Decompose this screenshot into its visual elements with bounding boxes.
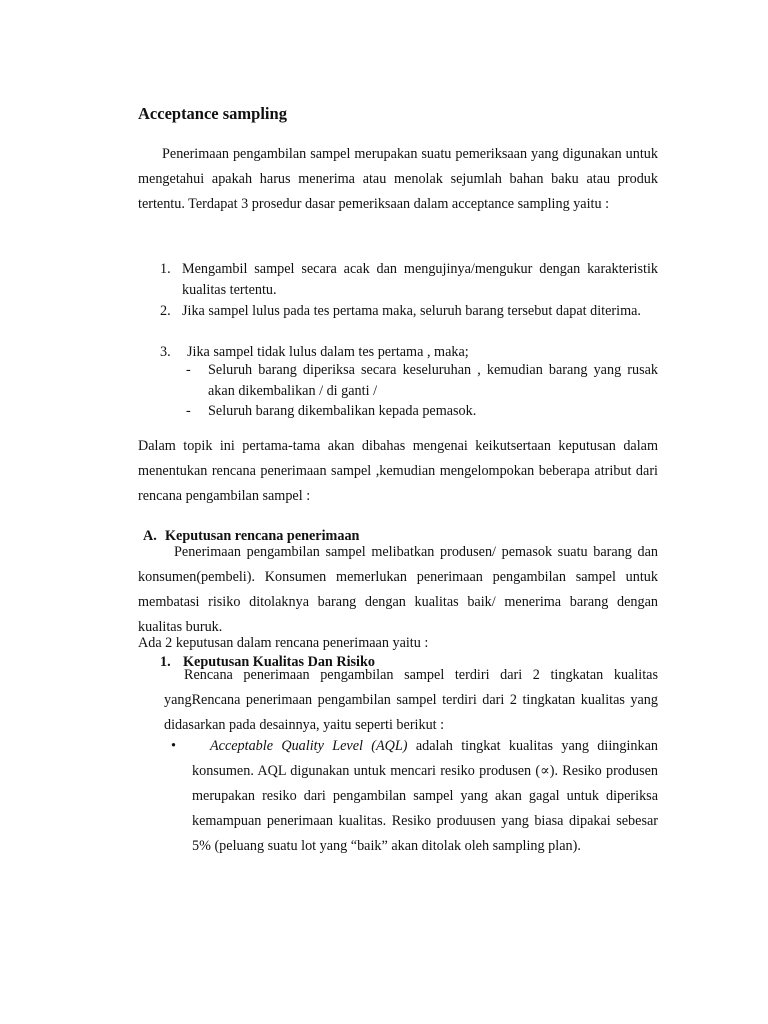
bullet-marker: • [171,738,176,754]
procedure-text: Jika sampel lulus pada tes pertama maka, seluruh barang tersebut dapat diterima. [182,303,641,319]
subsection-1-paragraph: Rencana penerimaan pengambilan sampel terdiri dari 2 tingkatan kualitas yangRencana penerimaan pengambilan sampel terdiri dari 2 tingkatan kualitas yang didasarkan pada desainnya, yaitu seperti berikut : [164,667,658,733]
topic-paragraph: Dalam topik ini pertama-tama akan dibahas mengenai keikutsertaan keputusan dalam menentukan rencana penerimaan sampel ,kemudian mengelompokan beberapa atribut dari rencana pengambilan sampel : [138,438,658,504]
aql-paragraph [192,734,658,859]
section-marker: A. [143,528,157,544]
sub-item-text: Seluruh barang dikembalikan kepada pemasok. [208,403,477,419]
document-title: Acceptance sampling [138,104,287,123]
intro-paragraph: Penerimaan pengambilan sampel merupakan suatu pemeriksaan yang digunakan untuk mengetahui apakah harus menerima atau menolak sejumlah bahan baku atau produk tertentu. Terdapat 3 prosedur dasar pemeriksaan dalam acceptance sampling yaitu : [138,146,658,212]
aql-term: Acceptable Quality Level (AQL) [210,738,408,754]
aql-description: adalah tingkat kualitas yang diinginkan konsumen. AQL digunakan untuk mencari resiko produsen (∝). Resiko produsen merupakan resiko dari pengambilan sampel yang akan gagal untuk diperiksa kemampuan penerimaan kualitas. Resiko produusen yang biasa dipakai sebesar 5% (peluang suatu lot yang “baik” akan ditolak oleh sampling plan). [192,738,658,854]
procedure-marker: 2. [160,303,171,319]
procedure-marker: 1. [160,261,171,277]
procedure-text: Mengambil sampel secara acak dan mengujinya/mengukur dengan karakteristik kualitas tertentu. [182,261,658,298]
sub-item-text: Seluruh barang diperiksa secara keseluruhan , kemudian barang yang rusak akan dikembalikan / di ganti / [208,362,658,399]
section-a-paragraph: Penerimaan pengambilan sampel melibatkan produsen/ pemasok suatu barang dan konsumen(pembeli). Konsumen memerlukan penerimaan pengambilan sampel untuk membatasi risiko ditolaknya barang dengan kualitas baik/ menerima barang dengan kualitas buruk. [138,544,658,635]
subsection-marker: 1. [160,654,171,670]
sub-item-marker: - [186,362,191,378]
procedure-marker: 3. [160,344,171,360]
sub-item-marker: - [186,403,191,419]
subsection-heading-text: Keputusan Kualitas Dan Risiko [183,654,375,670]
procedure-text: Jika sampel tidak lulus dalam tes pertama , maka; [187,344,469,360]
section-heading-text: Keputusan rencana penerimaan [165,528,360,544]
decisions-intro: Ada 2 keputusan dalam rencana penerimaan yaitu : [138,635,429,651]
